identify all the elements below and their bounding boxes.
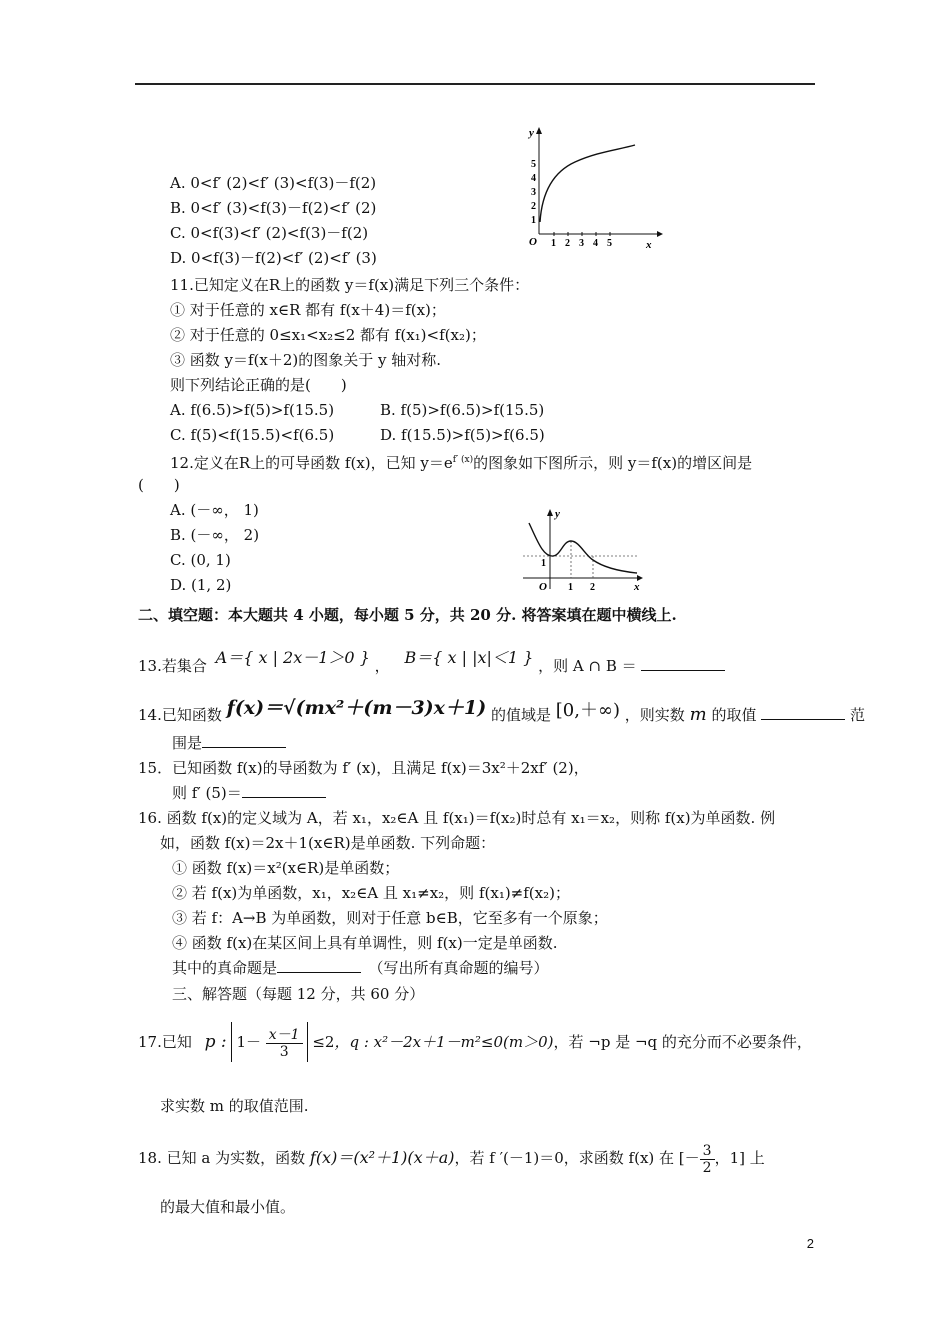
q12-exponential-graph <box>517 505 645 595</box>
q14-range: [0,＋∞) <box>555 700 620 721</box>
q14-mid2: ，则实数 <box>624 706 685 724</box>
q17-line-2: 求实数 m 的取值范围. <box>160 1097 309 1115</box>
graph2-y-tick: 1 <box>541 558 546 569</box>
q10-function-graph <box>525 122 665 250</box>
q16-line-2: 如，函数 f(x)＝2x＋1(x∈R)是单函数. 下列命题： <box>160 834 496 852</box>
q14-answer-blank-2[interactable] <box>202 733 286 748</box>
graph1-x-tick: 2 <box>565 238 570 249</box>
q12-stem-exponent: f′ (x) <box>452 455 474 465</box>
q12-option-d: D. (1, 2) <box>170 576 232 594</box>
header-rule <box>135 83 815 85</box>
q14-line-2 <box>172 733 286 753</box>
q16-proposition-2: ② 若 f(x)为单函数，x₁，x₂∈A 且 x₁≠x₂，则 f(x₁)≠f(x₂)； <box>172 884 570 902</box>
graph1-x-tick: 5 <box>607 238 612 249</box>
q11-condition-3: ③ 函数 y＝f(x＋2)的图象关于 y 轴对称. <box>170 351 442 369</box>
q16-proposition-1: ① 函数 f(x)＝x²(x∈R)是单函数； <box>172 859 400 877</box>
q15-stem: 15．已知函数 f(x)的导函数为 f′ (x)，且满足 f(x)＝3x²＋2xf′ (2)， <box>138 759 589 777</box>
graph2-x-label: x <box>634 581 640 593</box>
q18-mid: ，若 f ′(－1)＝0，求函数 f(x) 在 [－ <box>454 1149 700 1167</box>
q14-tail: 范 <box>850 706 866 724</box>
q16-ask-a: 其中的真命题是 <box>172 959 278 977</box>
q10-option-d: D. 0<f(3)－f(2)<f′ (2)<f′ (3) <box>170 249 377 267</box>
q13-set-b: B＝{ x | |x|＜1 } <box>404 648 534 667</box>
q10-option-b: B. 0<f′ (3)<f(3)－f(2)<f′ (2) <box>170 199 377 217</box>
q14-variable: m <box>689 704 707 725</box>
q14-mid: 的值域是 <box>490 706 551 724</box>
q14-suffix: 的取值 <box>711 706 757 724</box>
q17-frac-num: x－1 <box>266 1027 303 1044</box>
q11-option-a: A. f(6.5)>f(5)>f(15.5) <box>170 401 335 419</box>
section-2-heading: 二、填空题：本大题共 4 小题，每小题 5 分，共 20 分. 将答案填在题中横线上. <box>138 606 677 624</box>
graph1-y-tick: 2 <box>531 201 536 212</box>
q11-condition-1: ① 对于任意的 x∈R 都有 f(x＋4)＝f(x)； <box>170 301 446 319</box>
graph1-curve <box>540 145 635 222</box>
q13-prefix: 13.若集合 <box>138 657 207 675</box>
q15-line-2 <box>172 783 326 803</box>
q12-paren: ( ) <box>138 476 180 494</box>
q12-option-b: B. (－∞， 2) <box>170 526 260 544</box>
q17-frac-den: 3 <box>279 1043 289 1060</box>
q16-ask-b: （写出所有真命题的编号） <box>376 959 549 977</box>
q16-proposition-4: ④ 函数 f(x)在某区间上具有单调性，则 f(x)一定是单函数. <box>172 934 558 952</box>
q14-function: f(x)＝√(mx²＋(m－3)x＋1) <box>226 697 487 719</box>
q12-stem-b: 的图象如下图所示，则 y＝f(x)的增区间是 <box>473 454 753 472</box>
q16-stem: 16. 函数 f(x)的定义域为 A，若 x₁，x₂∈A 且 f(x₁)＝f(x₂)时总有 x₁＝x₂，则称 f(x)为单函数. 例 <box>138 809 776 827</box>
q14-line2-text: 围是 <box>172 734 203 752</box>
q12-option-c: C. (0, 1) <box>170 551 231 569</box>
q17-condition: ，若 ¬p 是 ¬q 的充分而不必要条件， <box>553 1033 812 1051</box>
graph2-y-label: y <box>555 508 560 520</box>
graph1-y-tick: 3 <box>531 187 536 198</box>
graph2-x-tick: 1 <box>568 582 573 593</box>
graph1-y-tick: 4 <box>531 173 536 184</box>
q18-end: ，1] 上 <box>714 1149 765 1167</box>
q10-option-a: A. 0<f′ (2)<f′ (3)<f(3)－f(2) <box>170 174 377 192</box>
q13-answer-blank[interactable] <box>641 656 725 671</box>
q13-suffix: ，则 A ∩ B ＝ <box>538 657 637 675</box>
q11-option-c: C. f(5)<f(15.5)<f(6.5) <box>170 426 335 444</box>
q12-option-a: A. (－∞， 1) <box>170 501 259 519</box>
q17-fraction <box>266 1027 303 1060</box>
q10-option-c: C. 0<f(3)<f′ (2)<f(3)－f(2) <box>170 224 369 242</box>
q18-prefix: 18. 已知 a 为实数，函数 <box>138 1149 306 1167</box>
q11-option-b: B. f(5)>f(6.5)>f(15.5) <box>380 401 545 419</box>
graph1-y-label: y <box>529 127 534 139</box>
q17-abs-expr: 1－ $\frac{x-1}{3}$ <box>231 1022 307 1062</box>
graph2-x-tick: 2 <box>590 582 595 593</box>
q11-stem: 11.已知定义在R上的函数 y＝f(x)满足下列三个条件： <box>170 276 530 294</box>
q18-fraction <box>700 1143 715 1176</box>
q18-frac-den: 2 <box>702 1159 712 1176</box>
q12-stem <box>170 450 752 473</box>
graph1-x-tick: 4 <box>593 238 598 249</box>
q18-line-2: 的最大值和最小值。 <box>160 1198 296 1216</box>
graph1-origin: O <box>529 236 537 248</box>
q15-line2-text: 则 f′ (5)＝ <box>172 784 242 802</box>
q18-function: f(x)＝(x²＋1)(x＋a) <box>309 1148 455 1167</box>
page-number: 2 <box>806 1236 814 1251</box>
q17-p-label: p : <box>204 1032 227 1052</box>
q17-prefix: 17.已知 <box>138 1033 192 1051</box>
graph1-y-tick: 1 <box>531 215 536 226</box>
q16-proposition-3: ③ 若 f：A→B 为单函数，则对于任意 b∈B，它至多有一个原象； <box>172 909 608 927</box>
graph1-x-label: x <box>646 239 652 250</box>
q16-ask <box>172 958 549 978</box>
q13-sep: ， <box>374 657 390 675</box>
q17 <box>138 1022 812 1062</box>
graph1-y-tick: 5 <box>531 159 536 170</box>
graph2-origin: O <box>539 581 547 593</box>
section-3-heading: 三、解答题（每题 12 分，共 60 分） <box>172 985 425 1003</box>
graph1-x-tick: 3 <box>579 238 584 249</box>
q13-set-a: A＝{ x | 2x－1＞0 } <box>215 648 370 667</box>
q17-p-rest: ≤2 <box>312 1033 335 1051</box>
q17-q-part: ，q : x²－2x＋1－m²≤0(m＞0) <box>334 1033 554 1051</box>
q11-question: 则下列结论正确的是( ) <box>170 376 347 394</box>
q14 <box>138 697 866 729</box>
q11-condition-2: ② 对于任意的 0≤x₁<x₂≤2 都有 f(x₁)<f(x₂)； <box>170 326 486 344</box>
q16-answer-blank[interactable] <box>277 958 361 973</box>
q14-answer-blank[interactable] <box>761 705 845 720</box>
q14-prefix: 14.已知函数 <box>138 706 222 724</box>
q18-frac-num: 3 <box>700 1143 715 1160</box>
q15-answer-blank[interactable] <box>242 783 326 798</box>
graph1-x-tick: 1 <box>551 238 556 249</box>
q13 <box>138 648 725 680</box>
q18 <box>138 1140 765 1176</box>
q12-stem-a: 12.定义在R上的可导函数 f(x)，已知 y＝e <box>170 454 453 472</box>
q11-option-d: D. f(15.5)>f(5)>f(6.5) <box>380 426 545 444</box>
